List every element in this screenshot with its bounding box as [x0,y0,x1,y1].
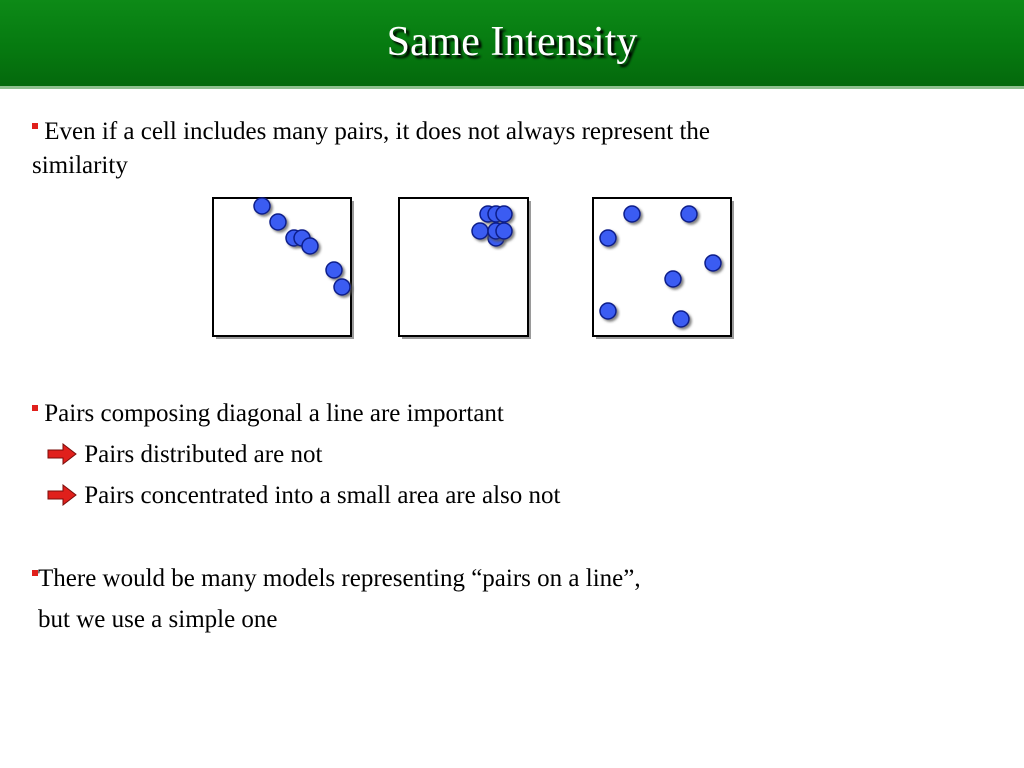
concentrated-dot [488,206,504,222]
figure-concentrated-frame [399,198,528,336]
diagonal-dot [294,230,310,246]
title-bar [0,0,1024,89]
figure-dots [254,198,721,327]
diagonal-dot [326,262,342,278]
distributed-dot [624,206,640,222]
figure-diagonal-frame [213,198,351,336]
diagonal-dot [334,279,350,295]
diagonal-dot [254,198,270,214]
concentrated-dot [472,223,488,239]
bullet-3 [32,564,641,594]
slide-title: Same Intensity [386,19,638,65]
bullet-1 [32,117,710,147]
bullet-2-sub-2 [46,481,560,511]
bullet-2-sub-1-text: Pairs distributed are not [84,441,323,468]
red-square-bullet-icon [32,570,38,576]
red-right-arrow-icon [46,443,78,465]
distributed-dot [600,230,616,246]
bullet-3-continued [38,605,278,635]
concentrated-dot [488,230,504,246]
bullet-3-text-line1: There would be many models representing “pairs on a line”, [38,565,641,592]
bullet-3-text-line2: but we use a simple one [38,606,278,633]
figure-concentrated-shadow [402,201,531,339]
distributed-dot [673,311,689,327]
diagonal-dot [286,230,302,246]
diagonal-dot [302,238,318,254]
distributed-dot [681,206,697,222]
bullet-2-sub-2-text: Pairs concentrated into a small area are also not [84,482,561,509]
bullet-2 [32,399,504,429]
red-square-bullet-icon [32,123,38,129]
concentrated-dot [496,223,512,239]
bullet-2-text: Pairs composing diagonal a line are important [44,400,504,427]
figure-diagonal [213,198,354,339]
concentrated-dot [488,223,504,239]
bullet-1-text-line1: Even if a cell includes many pairs, it does not always represent the [44,118,711,145]
bullet-2-sub-1 [46,440,322,470]
diagonal-dot [270,214,286,230]
bullet-1-text-line2: similarity [32,152,128,179]
concentrated-dot [480,206,496,222]
figure-diagonal-shadow [216,201,354,339]
figure-concentrated [399,198,531,339]
distributed-dot [665,271,681,287]
distributed-dot [705,255,721,271]
figure-distributed [593,198,734,339]
concentrated-dot [496,206,512,222]
distributed-dot [600,303,616,319]
figure-distributed-frame [593,198,731,336]
bullet-1-continued [32,151,128,181]
red-square-bullet-icon [32,405,38,411]
red-right-arrow-icon [46,484,78,506]
figure-distributed-shadow [596,201,734,339]
